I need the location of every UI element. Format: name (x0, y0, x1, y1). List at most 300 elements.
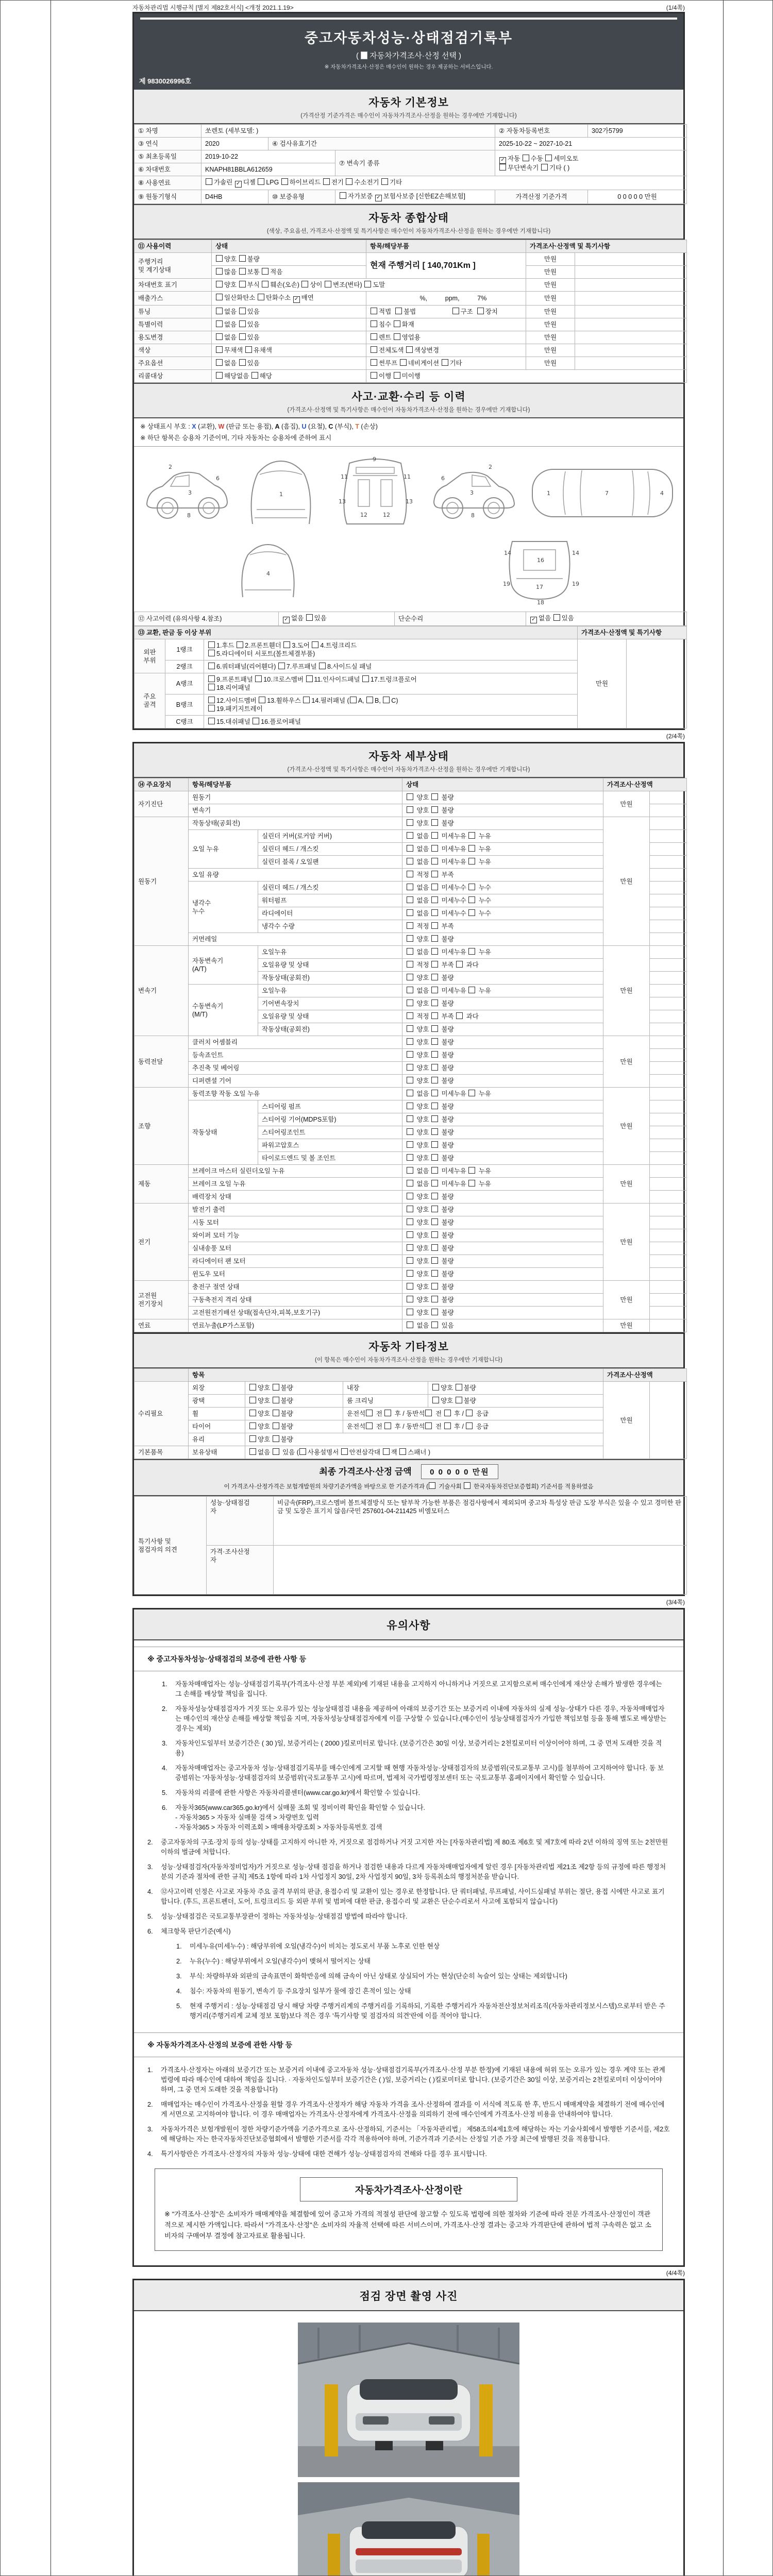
checkbox[interactable] (499, 164, 506, 171)
checkbox[interactable] (216, 320, 223, 327)
cell (650, 1319, 687, 1332)
checkbox[interactable] (456, 1397, 462, 1403)
checkbox[interactable] (431, 1231, 438, 1238)
checkbox[interactable] (407, 1103, 413, 1109)
checkbox[interactable] (431, 1167, 438, 1174)
svg-text:8: 8 (470, 512, 475, 519)
checkbox[interactable] (249, 1397, 256, 1403)
checkbox[interactable] (312, 641, 318, 648)
checkbox[interactable] (371, 308, 377, 314)
checkbox[interactable] (407, 806, 413, 813)
checkbox[interactable] (407, 832, 413, 839)
checkbox[interactable] (249, 1422, 256, 1429)
section-notice-band (134, 1609, 683, 1640)
cell (650, 959, 687, 972)
checkbox[interactable] (216, 281, 223, 287)
checkbox-checked[interactable] (499, 157, 506, 164)
cell: 만원 (603, 1382, 650, 1459)
checkbox[interactable] (371, 333, 377, 340)
legend-code: A (275, 423, 280, 430)
checkbox[interactable] (273, 1435, 279, 1442)
svg-text:7: 7 (604, 490, 609, 497)
cell (650, 985, 687, 997)
checkbox[interactable] (239, 268, 246, 275)
checkbox-checked[interactable] (293, 296, 300, 303)
checkbox[interactable] (407, 1051, 413, 1058)
checkbox[interactable] (216, 372, 223, 379)
checkbox[interactable] (468, 845, 475, 852)
checkbox[interactable] (346, 178, 352, 185)
cell: 브레이크 오일 누유 (189, 1178, 402, 1191)
checkbox[interactable] (366, 1422, 373, 1429)
checkbox[interactable] (407, 1090, 413, 1096)
checkbox[interactable] (431, 1012, 438, 1019)
checkbox[interactable] (303, 697, 310, 703)
checkbox[interactable] (239, 255, 246, 262)
checkbox[interactable] (407, 1244, 413, 1251)
cell: ⑨ 원동기형식 (135, 190, 201, 204)
checkbox[interactable] (407, 999, 413, 1006)
cell: 클러치 어셈블리 (189, 1036, 402, 1049)
checkbox[interactable] (523, 155, 529, 161)
cell: 양호 불량 (402, 972, 603, 985)
notice-body (134, 1640, 683, 2265)
checkbox[interactable] (208, 697, 215, 703)
notice-items-b (134, 1835, 683, 2023)
cell (650, 856, 687, 869)
checkbox[interactable] (407, 871, 413, 877)
checkbox[interactable] (407, 1064, 413, 1071)
checkbox[interactable] (341, 1448, 348, 1455)
checkbox[interactable] (431, 987, 438, 993)
checkbox[interactable] (364, 281, 371, 287)
cell: 양호 불량 (245, 1382, 343, 1395)
checkbox[interactable] (407, 922, 413, 929)
checkbox[interactable] (407, 1309, 413, 1315)
checkbox[interactable] (371, 346, 377, 353)
block-detail (132, 742, 685, 1334)
checkbox[interactable] (431, 1206, 438, 1212)
checkbox[interactable] (431, 948, 438, 955)
checkbox[interactable] (216, 308, 223, 314)
checkbox[interactable] (273, 1422, 279, 1429)
checkbox[interactable] (466, 1422, 473, 1429)
checkbox[interactable] (431, 1064, 438, 1071)
checkbox[interactable] (362, 675, 369, 682)
checkbox[interactable] (468, 987, 475, 993)
checkbox[interactable] (239, 333, 246, 340)
checkbox[interactable] (431, 1141, 438, 1148)
checkbox[interactable] (407, 1180, 413, 1187)
checkbox[interactable] (407, 1141, 413, 1148)
svg-text:1: 1 (279, 491, 283, 498)
checkbox[interactable] (407, 1283, 413, 1290)
cell (135, 1369, 189, 1382)
checkbox-checked[interactable] (283, 617, 290, 623)
checkbox[interactable] (545, 155, 552, 161)
checkbox[interactable] (216, 346, 223, 353)
checkbox[interactable] (384, 1410, 391, 1416)
cell: 윈도우 모터 (189, 1268, 402, 1281)
checkbox[interactable] (239, 308, 246, 314)
checkbox[interactable] (431, 1180, 438, 1187)
checkbox[interactable] (444, 1410, 451, 1416)
checkbox[interactable] (425, 1422, 432, 1429)
checkbox[interactable] (464, 1482, 470, 1489)
checkbox[interactable] (407, 896, 413, 903)
checkbox[interactable] (431, 1257, 438, 1264)
cell: 운전석 전 후 / 동반석 전 후 / 응급 (343, 1408, 603, 1420)
checkbox[interactable] (366, 1410, 373, 1416)
checkbox[interactable] (468, 884, 475, 890)
svg-text:16: 16 (536, 557, 544, 564)
block-photos (132, 2279, 685, 2576)
checkbox[interactable] (407, 1270, 413, 1277)
checkbox[interactable] (407, 1077, 413, 1083)
checkbox[interactable] (431, 1321, 438, 1328)
checkbox[interactable] (281, 178, 288, 185)
checkbox[interactable] (431, 1154, 438, 1161)
checkbox[interactable] (208, 641, 215, 648)
checkbox[interactable] (253, 718, 259, 724)
checkbox[interactable] (406, 346, 413, 353)
checkbox[interactable] (431, 793, 438, 800)
svg-text:1: 1 (546, 490, 550, 497)
checkbox[interactable] (468, 1167, 475, 1174)
cell: 양호 불량 (402, 804, 603, 817)
checkbox[interactable] (407, 1038, 413, 1045)
cell: 튜닝 (135, 306, 212, 318)
checkbox[interactable] (468, 858, 475, 865)
checkbox[interactable] (407, 1025, 413, 1032)
checkbox[interactable] (371, 359, 377, 366)
checkbox[interactable] (407, 858, 413, 865)
checkbox[interactable] (431, 974, 438, 980)
cell: 무채색 유채색 (212, 344, 366, 357)
checkbox[interactable] (431, 871, 438, 877)
cell (650, 830, 687, 843)
cell: 냉각수 수량 (258, 920, 402, 933)
checkbox[interactable] (371, 372, 377, 379)
section-detail-band (134, 743, 683, 778)
cell: 리콜대상 (135, 370, 212, 383)
cell: 외장 (189, 1382, 245, 1395)
checkbox[interactable] (400, 359, 407, 366)
checkbox[interactable] (208, 663, 215, 669)
checkbox[interactable] (541, 164, 548, 171)
checkbox[interactable] (431, 896, 438, 903)
checkbox[interactable] (407, 793, 413, 800)
checkbox[interactable] (399, 1448, 406, 1455)
checkbox[interactable] (407, 1206, 413, 1212)
section-etc-title: 자동차 기타정보 (368, 1341, 449, 1353)
checkbox[interactable] (407, 987, 413, 993)
checkbox[interactable] (383, 1448, 390, 1455)
legend-code: W (218, 423, 225, 430)
checkbox[interactable] (273, 1397, 279, 1403)
checkbox[interactable] (452, 308, 459, 314)
cell: 없음 있음 (212, 331, 366, 344)
checkbox[interactable] (371, 320, 377, 327)
checkbox[interactable] (407, 845, 413, 852)
checkbox[interactable] (431, 922, 438, 929)
cell (650, 1010, 687, 1023)
checkbox[interactable] (468, 832, 475, 839)
checkbox[interactable] (456, 1384, 462, 1391)
cell: 없음 있음 ( 사용설명서 안전삼각대 잭 스패너 ) (245, 1446, 603, 1459)
checkbox[interactable] (468, 948, 475, 955)
checkbox[interactable] (249, 1448, 256, 1455)
checkbox[interactable] (477, 308, 484, 314)
checkbox[interactable] (431, 1309, 438, 1315)
checkbox[interactable] (245, 346, 252, 353)
cell: 내장 (343, 1382, 428, 1395)
checkbox[interactable] (431, 1025, 438, 1032)
cell: 썬루프 네비게이션 기타 (366, 357, 526, 370)
checkbox[interactable] (255, 675, 262, 682)
section-detail-title: 자동차 세부상태 (368, 751, 449, 762)
checkbox[interactable] (407, 1012, 413, 1019)
checkbox[interactable] (208, 675, 215, 682)
checkbox[interactable] (431, 832, 438, 839)
checkbox[interactable] (395, 308, 402, 314)
checkbox[interactable] (431, 1193, 438, 1199)
cell: 만원 (603, 1319, 650, 1332)
final-price-band (134, 1459, 683, 1496)
checkbox[interactable] (325, 281, 331, 287)
checkbox[interactable] (216, 255, 223, 262)
checkbox[interactable] (431, 935, 438, 942)
checkbox-checked[interactable] (375, 195, 382, 201)
cell: 작동상태(공회전) (258, 1023, 402, 1036)
checkbox[interactable] (273, 1410, 279, 1416)
checkbox[interactable] (431, 845, 438, 852)
checkbox[interactable] (431, 1115, 438, 1122)
checkbox[interactable] (239, 320, 246, 327)
checkbox[interactable] (431, 806, 438, 813)
checkbox[interactable] (319, 663, 326, 669)
checkbox[interactable] (262, 268, 268, 275)
checkbox[interactable] (466, 1410, 473, 1416)
checkbox[interactable] (431, 1051, 438, 1058)
checkbox[interactable] (553, 614, 560, 621)
cell: 실린더 커버(로커암 커버) (258, 830, 402, 843)
cell (575, 253, 687, 266)
checkbox[interactable] (249, 1435, 256, 1442)
cell: 양호 불량 (402, 997, 603, 1010)
checkbox[interactable] (431, 999, 438, 1006)
checkbox[interactable] (407, 1321, 413, 1328)
checkbox[interactable] (301, 281, 308, 287)
checkbox[interactable] (407, 1257, 413, 1264)
svg-text:4: 4 (660, 490, 664, 497)
cell: 제동 (135, 1165, 189, 1204)
checkbox[interactable] (431, 1090, 438, 1096)
checkbox[interactable] (249, 1384, 256, 1391)
checkbox[interactable] (239, 359, 246, 366)
checkbox[interactable] (273, 1448, 279, 1455)
checkbox[interactable] (208, 718, 215, 724)
svg-text:6: 6 (441, 475, 445, 482)
cell: 적정 부족 (402, 869, 603, 882)
checkbox[interactable] (431, 1038, 438, 1045)
checkbox[interactable] (431, 1218, 438, 1225)
checkbox[interactable] (383, 697, 390, 703)
checkbox[interactable] (407, 1115, 413, 1122)
checkbox[interactable] (407, 1231, 413, 1238)
checkbox[interactable] (407, 1193, 413, 1199)
checkbox[interactable] (258, 178, 264, 185)
page-frame (51, 1, 724, 2576)
checkbox[interactable] (273, 1384, 279, 1391)
checkbox[interactable] (431, 1296, 438, 1302)
checkbox[interactable] (407, 935, 413, 942)
checkbox[interactable] (407, 974, 413, 980)
checkbox[interactable] (431, 1270, 438, 1277)
checkbox[interactable] (340, 192, 346, 199)
checkbox[interactable] (206, 178, 212, 185)
checkbox[interactable] (407, 884, 413, 890)
form-subtitle: ( 자동차가격조사·산정 선택 ) (356, 52, 462, 60)
checkbox[interactable] (259, 697, 265, 703)
checkbox[interactable] (394, 320, 400, 327)
form-law-note: 자동차관리법 시행규칙 [별지 제82호서식] <개정 2021.1.19> (132, 4, 294, 11)
checkbox[interactable] (216, 294, 223, 300)
cell: ① 차명 (135, 125, 201, 138)
cell: 실린더 블록 / 오일팬 (258, 856, 402, 869)
cell: 2랭크 (165, 660, 204, 673)
cell (650, 972, 687, 985)
notice-item (134, 1954, 683, 1969)
cell: D4HB (201, 190, 268, 204)
checkbox[interactable] (350, 697, 357, 703)
checkbox[interactable] (208, 705, 215, 711)
checkbox[interactable] (278, 663, 285, 669)
cell (650, 946, 687, 959)
cell: 작동상태(공회전) (258, 972, 402, 985)
checkbox[interactable] (444, 1422, 451, 1429)
checkbox[interactable] (239, 281, 246, 287)
checkbox[interactable] (216, 268, 223, 275)
document-number: 제 9830026996호 (139, 77, 192, 85)
cell: 없음 있음 (212, 318, 366, 331)
checkbox[interactable] (468, 1180, 475, 1187)
checkbox[interactable] (456, 961, 463, 968)
checkbox[interactable] (431, 1283, 438, 1290)
cell: 없음 미세누유 누유 (402, 856, 603, 869)
checkbox[interactable] (431, 819, 438, 826)
cell: 가격조사·산정액 및 특기사항 (526, 240, 687, 253)
checkbox[interactable] (407, 909, 413, 916)
checkbox[interactable] (431, 1128, 438, 1135)
cell: 수동변속기 (M/T) (189, 985, 258, 1036)
cell: 양호 불량 (402, 933, 603, 946)
checkbox[interactable] (431, 1077, 438, 1083)
checkbox[interactable] (323, 178, 330, 185)
checkbox[interactable] (407, 948, 413, 955)
checkbox[interactable] (468, 896, 475, 903)
checkbox[interactable] (237, 641, 243, 648)
cell: 양호 불량 (245, 1433, 603, 1446)
checkbox[interactable] (384, 1422, 391, 1429)
checkbox[interactable] (431, 884, 438, 890)
checkbox[interactable] (431, 909, 438, 916)
notice-item-number: 4. (176, 1987, 182, 1995)
checkbox[interactable] (262, 281, 268, 287)
checkbox[interactable] (425, 1410, 432, 1416)
notice-item-text: 누유(누수) : 해당부위에서 오일(냉각수)이 맺혀서 떨어지는 상태 (190, 1957, 371, 1965)
checkbox[interactable] (468, 909, 475, 916)
price-option-checkbox[interactable] (361, 52, 367, 59)
checkbox[interactable] (283, 641, 290, 648)
cell: 항목/해당부품 (189, 778, 402, 791)
form-law-note-row (132, 1, 685, 12)
checkbox[interactable] (407, 1154, 413, 1161)
cell: 없음 미세누유 누유 (402, 830, 603, 843)
checkbox[interactable] (394, 372, 400, 379)
checkbox-checked[interactable] (235, 181, 242, 188)
checkbox[interactable] (456, 1012, 463, 1019)
checkbox[interactable] (468, 1090, 475, 1096)
checkbox[interactable] (299, 1448, 306, 1455)
checkbox[interactable] (249, 1410, 256, 1416)
cell: 적정 부족 과다 (402, 959, 603, 972)
notice-item-text: 자동차인도일부터 보증기간은 ( 30 )일, 보증거리는 ( 2000 )킬로미터로 합니다. (보증기간은 30일 이상, 보증거리는 2천킬로미터 이상이어야 하며, 그 중 먼저 도래한 것을 적용) (175, 1739, 662, 1757)
cell: 302가5799 (588, 125, 687, 138)
checkbox[interactable] (432, 1397, 439, 1403)
etc-info-table (134, 1368, 683, 1459)
cell: 만원 (578, 639, 627, 728)
checkbox[interactable] (258, 294, 264, 300)
checkbox[interactable] (407, 1218, 413, 1225)
checkbox[interactable] (431, 1103, 438, 1109)
checkbox[interactable] (251, 372, 258, 379)
checkbox[interactable] (407, 1167, 413, 1174)
cell: 실내송풍 모터 (189, 1242, 402, 1255)
checkbox[interactable] (366, 697, 373, 703)
checkbox[interactable] (306, 675, 313, 682)
checkbox[interactable] (208, 650, 215, 656)
checkbox-checked[interactable] (530, 617, 537, 623)
checkbox[interactable] (431, 858, 438, 865)
cell (627, 639, 687, 728)
checkbox[interactable] (431, 1244, 438, 1251)
checkbox[interactable] (442, 359, 448, 366)
cell: B랭크 (165, 694, 204, 716)
checkbox[interactable] (407, 961, 413, 968)
checkbox[interactable] (394, 333, 400, 340)
notice-item (134, 2062, 683, 2097)
checkbox[interactable] (208, 684, 215, 690)
checkbox[interactable] (407, 819, 413, 826)
cell: 만원 (603, 1165, 650, 1204)
checkbox[interactable] (216, 333, 223, 340)
checkbox[interactable] (306, 614, 313, 621)
checkbox[interactable] (432, 1384, 439, 1391)
section-overall-band (134, 204, 683, 240)
checkbox[interactable] (407, 1128, 413, 1135)
cell: 스티어링조인트 (258, 1126, 402, 1139)
checkbox[interactable] (407, 1296, 413, 1302)
checkbox[interactable] (381, 178, 388, 185)
checkbox[interactable] (431, 961, 438, 968)
checkbox[interactable] (216, 359, 223, 366)
notice-item-text: 자동차성능상태점검자가 거짓 또는 오류가 있는 성능상태점검 내용을 제공하여 아래의 보증기간 또는 보증거리 이내에 자동차의 실제 성능·상태가 다른 경우, 자동차매매업자는 매수인의 재산상 손해를 배상할 책임을 지며, 자동차성능상태점검자에게 이를 구상할 수 있습니다.(매수인이 성능상태점검자가 가입한 책임보험 등을 통해 별도로 배상받는 경우는 제외) (175, 1705, 667, 1732)
checkbox[interactable] (429, 1482, 435, 1489)
notice-item (134, 1701, 683, 1736)
svg-text:6: 6 (216, 475, 220, 482)
cell (575, 357, 687, 370)
